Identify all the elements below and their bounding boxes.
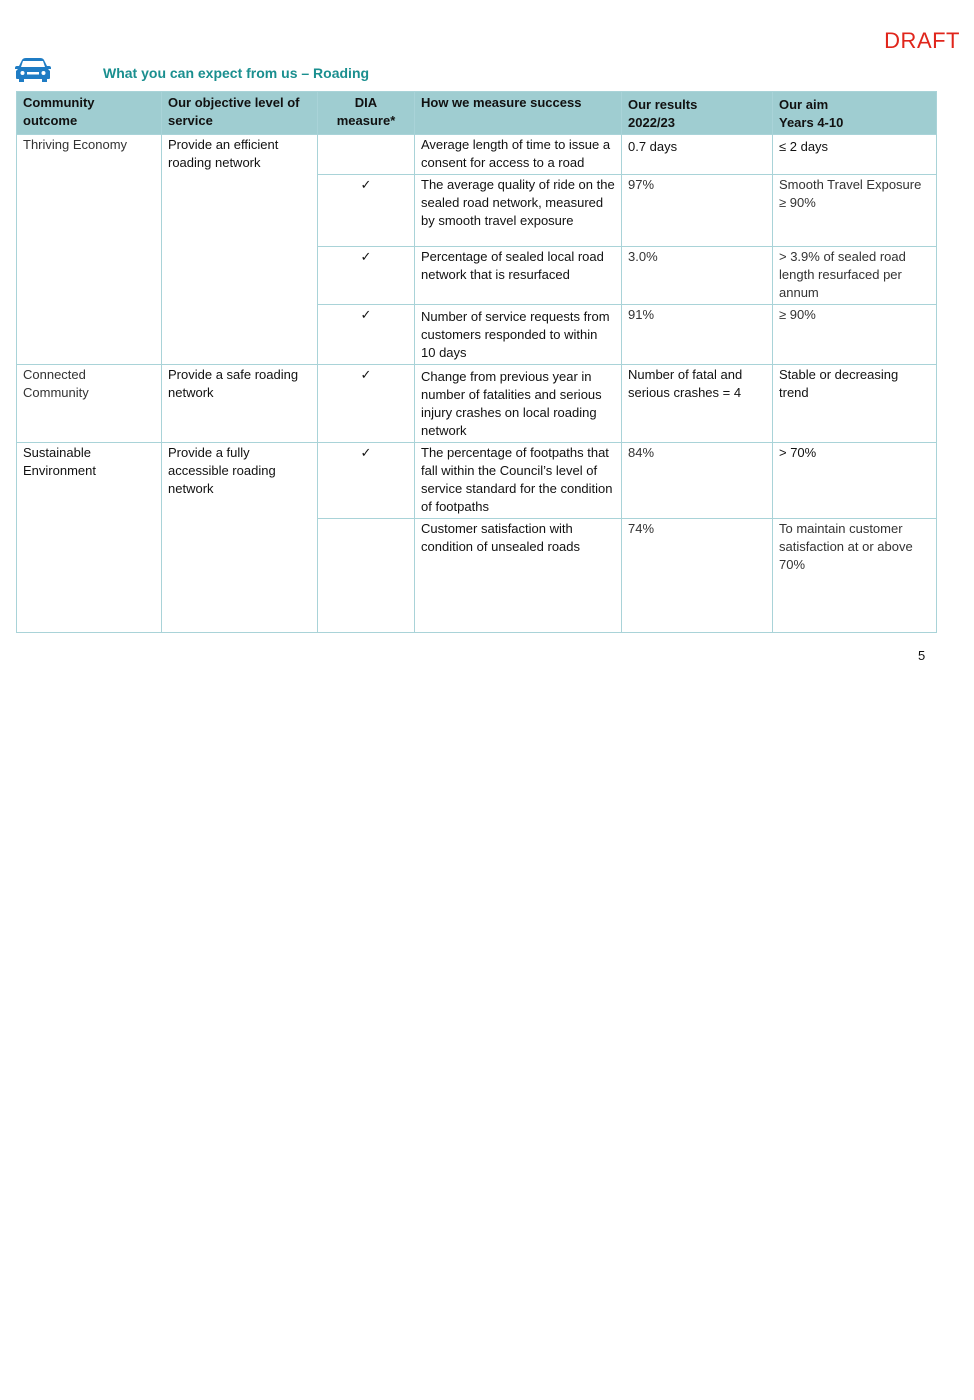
dia-check-cell: ✓ (318, 443, 415, 519)
aim-cell: ≥ 90% (773, 305, 937, 365)
result-cell: 84% (622, 443, 773, 519)
aim-cell: Smooth Travel Exposure ≥ 90% (773, 175, 937, 247)
header-results: Our results 2022/23 (622, 92, 773, 135)
dia-check-cell: ✓ (318, 365, 415, 443)
dia-check-cell: ✓ (318, 247, 415, 305)
result-cell: 0.7 days (622, 135, 773, 175)
measure-cell: Change from previous year in number of fatalities and serious injury crashes on local roading network (415, 365, 622, 443)
measure-cell: Percentage of sealed local road network that is resurfaced (415, 247, 622, 305)
dia-check-cell: ✓ (318, 305, 415, 365)
roading-table (16, 91, 937, 633)
header-community-outcome: Community outcome (17, 92, 162, 135)
dia-cell (318, 135, 415, 175)
draft-watermark: DRAFT (884, 28, 960, 53)
table-row (17, 365, 937, 443)
measure-cell: Number of service requests from customers responded to within 10 days (415, 305, 622, 365)
measure-cell: The percentage of footpaths that fall within the Council’s level of service standard for the condition of footpaths (415, 443, 622, 519)
community-outcome-cell: Connected Community (17, 365, 162, 443)
community-outcome-cell: Thriving Economy (17, 135, 162, 365)
result-cell: 74% (622, 519, 773, 633)
result-cell: 97% (622, 175, 773, 247)
aim-cell: > 70% (773, 443, 937, 519)
measure-cell: The average quality of ride on the sealed road network, measured by smooth travel exposure (415, 175, 622, 247)
result-cell: 3.0% (622, 247, 773, 305)
aim-cell: Stable or decreasing trend (773, 365, 937, 443)
dia-check-cell: ✓ (318, 175, 415, 247)
header-aim: Our aim Years 4-10 (773, 92, 937, 135)
header-dia: DIA measure* (318, 92, 415, 135)
aim-cell: ≤ 2 days (773, 135, 937, 175)
result-cell: 91% (622, 305, 773, 365)
measure-cell: Customer satisfaction with condition of unsealed roads (415, 519, 622, 633)
table-row (17, 135, 937, 175)
page-number: 5 (918, 648, 926, 663)
dia-cell (318, 519, 415, 633)
table-header-row (17, 92, 937, 135)
objective-cell: Provide a fully accessible roading network (162, 443, 318, 633)
result-cell: Number of fatal and serious crashes = 4 (622, 365, 773, 443)
measure-cell: Average length of time to issue a consent for access to a road (415, 135, 622, 175)
community-outcome-cell: Sustainable Environment (17, 443, 162, 633)
car-icon (14, 57, 52, 83)
section-title: What you can expect from us – Roading (103, 65, 370, 81)
aim-cell: > 3.9% of sealed road length resurfaced per annum (773, 247, 937, 305)
header-objective: Our objective level of service (162, 92, 318, 135)
header-measure: How we measure success (415, 92, 622, 135)
aim-cell: To maintain customer satisfaction at or above 70% (773, 519, 937, 633)
table-row (17, 443, 937, 519)
objective-cell: Provide a safe roading network (162, 365, 318, 443)
objective-cell: Provide an efficient roading network (162, 135, 318, 365)
